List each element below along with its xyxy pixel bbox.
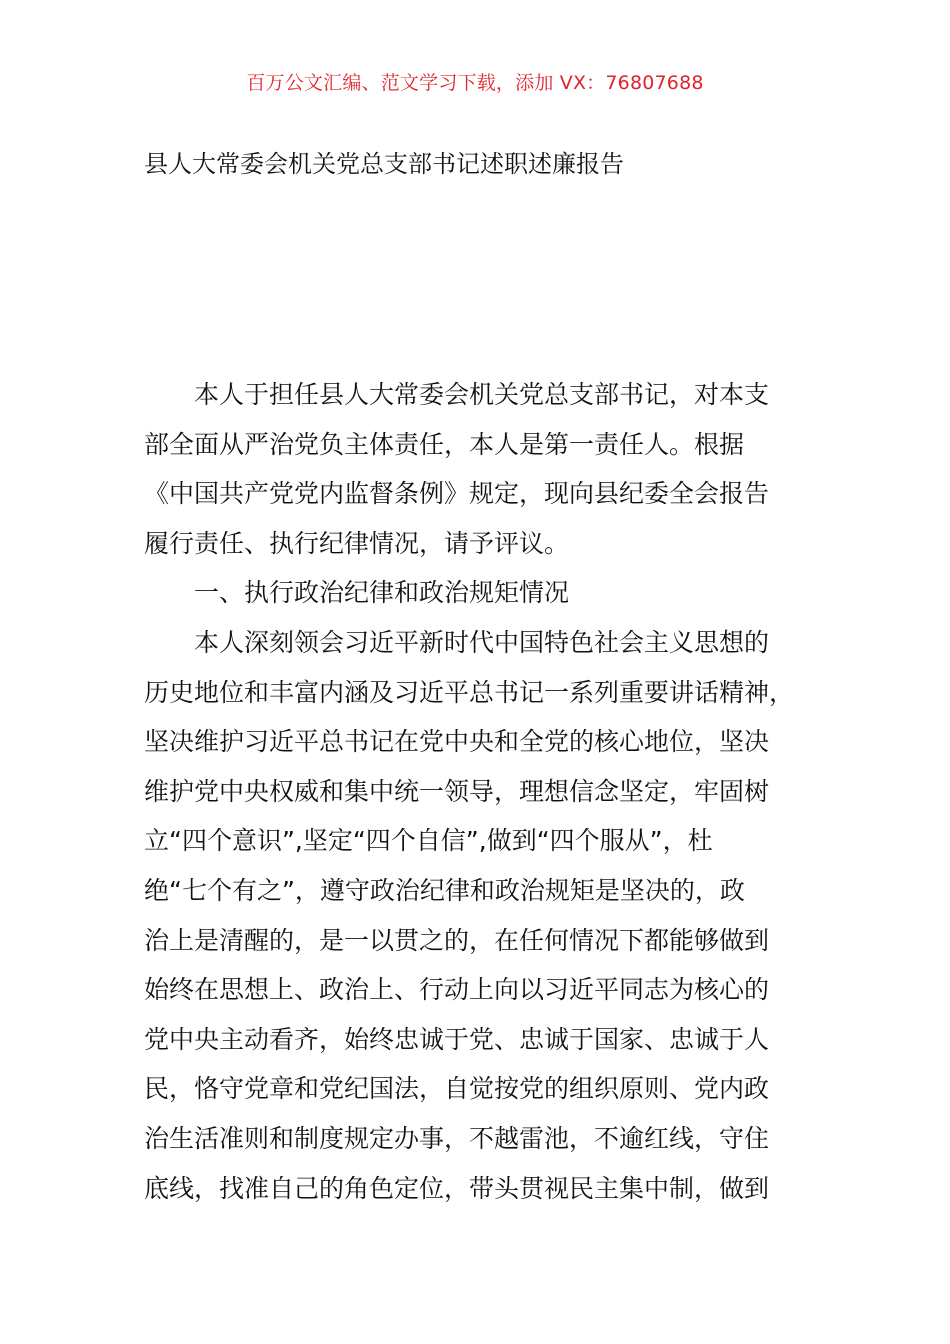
document-body: [144, 370, 806, 1213]
text-line: 始终在思想上、政治上、行动上向以习近平同志为核心的: [144, 975, 770, 1005]
text-line: 维护党中央权威和集中统一领导，理想信念坚定，牢固树: [144, 776, 770, 806]
text-line: 本人于担任县人大常委会机关党总支部书记，对本支: [194, 380, 770, 409]
section-heading-1: [144, 568, 806, 618]
text-line: 坚决维护习近平总书记在党中央和全党的核心地位，坚决: [144, 727, 770, 757]
text-line: 底线，找准自己的角色定位，带头贯视民主集中制，做到: [144, 1173, 770, 1203]
text-line: 治上是清醒的，是一以贯之的，在任何情况下都能够做到: [144, 925, 770, 955]
text-line: 一、执行政治纪律和政治规矩情况: [194, 578, 570, 608]
paragraph-political-discipline: [144, 618, 806, 1213]
text-line: 党中央主动看齐，始终忠诚于党、忠诚于国家、忠诚于人: [144, 1024, 770, 1054]
document-title: 县人大常委会机关党总支部书记述职述廉报告: [144, 150, 624, 178]
text-line: 《中国共产党党内监督条例》规定，现向县纪委全会报告: [144, 479, 770, 509]
text-line: 治生活准则和制度规定办事，不越雷池，不逾红线，守住: [144, 1123, 770, 1153]
text-line: 部全面从严治党负主体责任，本人是第一责任人。根据: [144, 429, 745, 459]
text-line: 民，恪守党章和党纪国法，自觉按党的组织原则、党内政: [144, 1074, 770, 1104]
text-line: 履行责任、执行纪律情况，请予评议。: [144, 528, 570, 558]
text-line: 绝“七个有之”，遵守政治纪律和政治规矩是坚决的，政: [144, 875, 745, 905]
text-line: 本人深刻领会习近平新时代中国特色社会主义思想的: [194, 627, 770, 657]
paragraph-intro: [144, 370, 806, 568]
header-watermark-note: 百万公文汇编、范文学习下载，添加 VX：76807688: [246, 72, 704, 94]
text-line: 立“四个意识”,坚定“四个自信”,做到“四个服从”，杜: [144, 826, 713, 856]
text-line: 历史地位和丰富内涵及习近平总书记一系列重要讲话精神，: [144, 677, 795, 707]
